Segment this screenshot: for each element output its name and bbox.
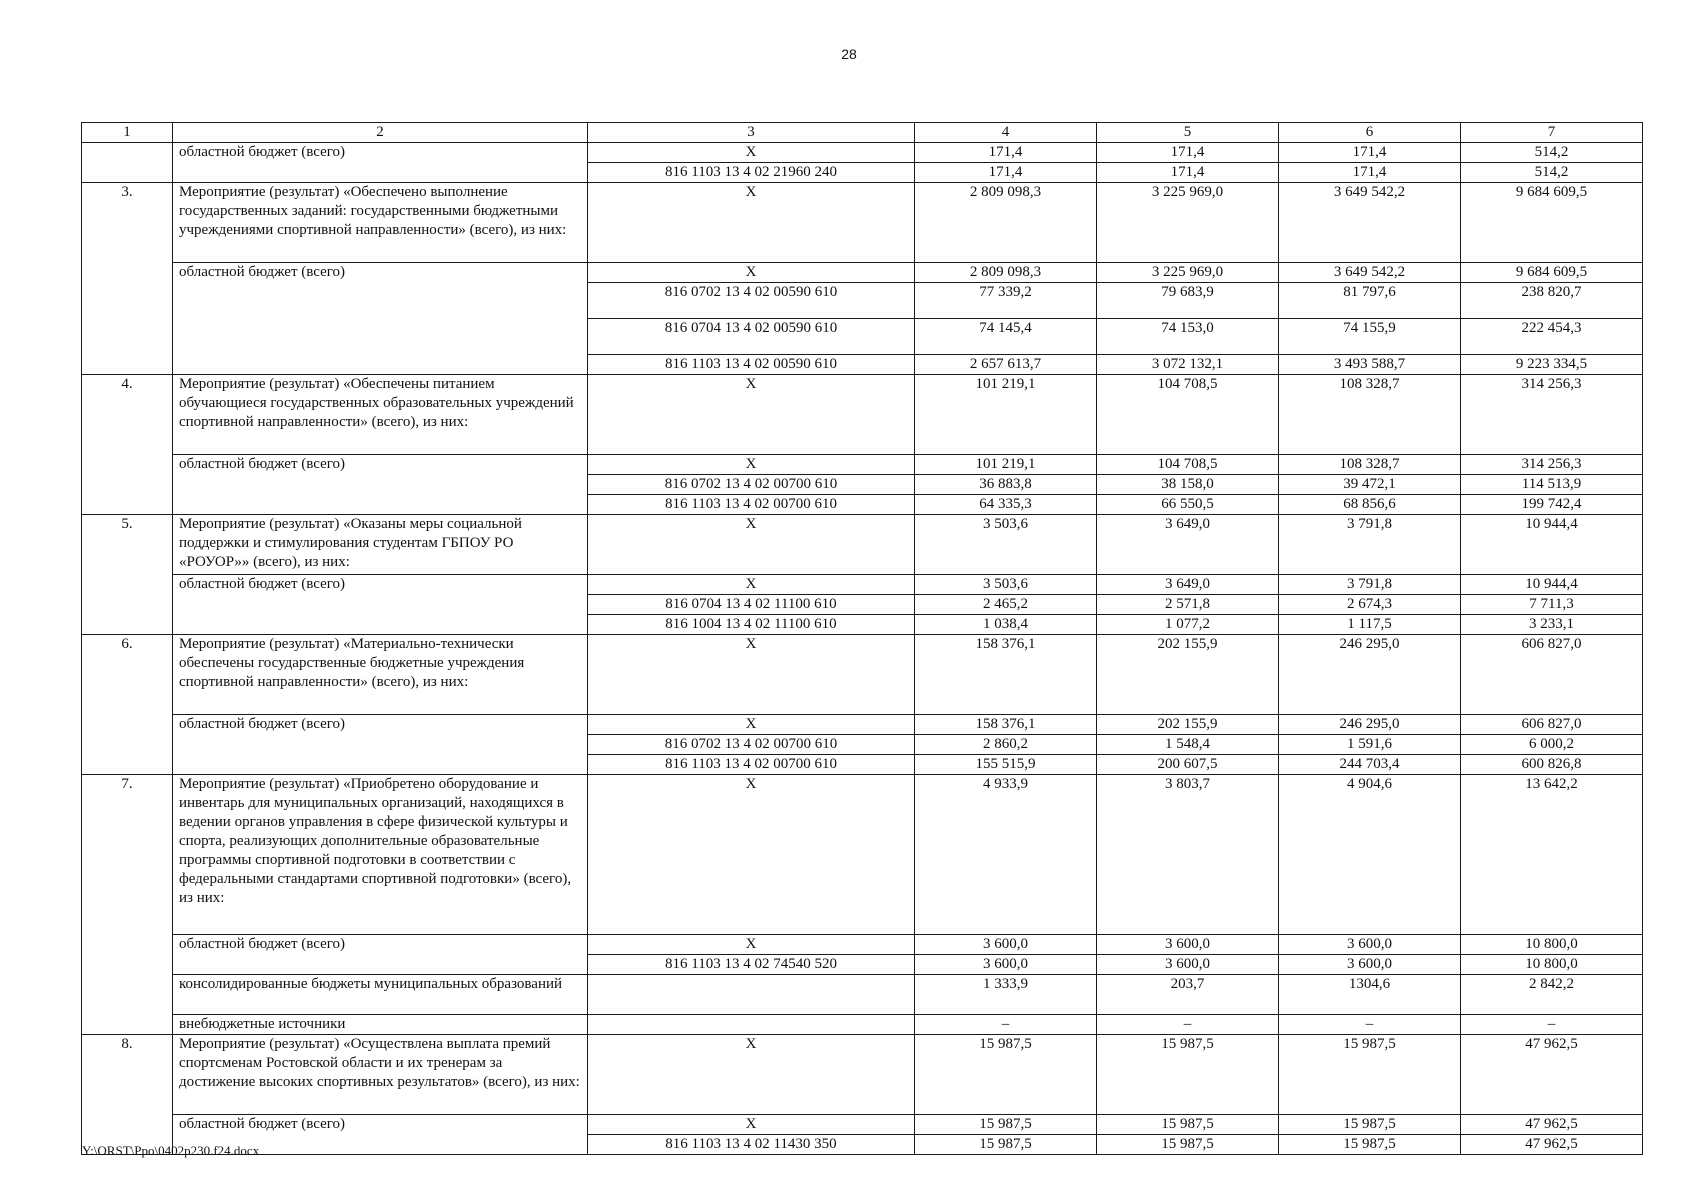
event-title-cell: Мероприятие (результат) «Приобретено оборудование и инвентарь для муниципальных организаций, находящихся в ведении органов управления в сфере физической культуры и спорта, реализующих дополнительные образовательные программы спортивной подготовки в соответствии с федеральными стандартами спортивной подготовки» (всего), из них: bbox=[173, 775, 588, 935]
amount-cell: 158 376,1 bbox=[915, 715, 1097, 735]
amount-cell: 15 987,5 bbox=[1097, 1115, 1279, 1135]
funding-source-cell: областной бюджет (всего) bbox=[173, 715, 588, 775]
funding-source-row bbox=[82, 715, 1643, 735]
budget-code-cell: 816 0704 13 4 02 11100 610 bbox=[588, 595, 915, 615]
budget-code-cell: Х bbox=[588, 455, 915, 475]
budget-code-cell: Х bbox=[588, 183, 915, 263]
amount-cell: 606 827,0 bbox=[1461, 715, 1643, 735]
amount-cell: 9 684 609,5 bbox=[1461, 183, 1643, 263]
amount-cell: 15 987,5 bbox=[915, 1135, 1097, 1155]
amount-cell: 101 219,1 bbox=[915, 455, 1097, 475]
amount-cell: 108 328,7 bbox=[1279, 455, 1461, 475]
amount-cell: 600 826,8 bbox=[1461, 755, 1643, 775]
amount-cell: 202 155,9 bbox=[1097, 715, 1279, 735]
column-number-cell: 4 bbox=[915, 123, 1097, 143]
budget-code-cell: Х bbox=[588, 143, 915, 163]
amount-cell: 3 233,1 bbox=[1461, 615, 1643, 635]
funding-source-row bbox=[82, 1115, 1643, 1135]
amount-cell: 15 987,5 bbox=[1279, 1035, 1461, 1115]
budget-code-cell bbox=[588, 975, 915, 1015]
budget-table bbox=[81, 122, 1643, 1155]
amount-cell: 3 225 969,0 bbox=[1097, 263, 1279, 283]
event-number-cell: 6. bbox=[82, 635, 173, 775]
column-number-cell: 6 bbox=[1279, 123, 1461, 143]
budget-code-cell: 816 1004 13 4 02 11100 610 bbox=[588, 615, 915, 635]
event-title-row bbox=[82, 1035, 1643, 1115]
event-title-cell: Мероприятие (результат) «Оказаны меры социальной поддержки и стимулирования студентам ГБПОУ РО «РОУОР»» (всего), из них: bbox=[173, 515, 588, 575]
amount-cell: 6 000,2 bbox=[1461, 735, 1643, 755]
funding-source-cell: областной бюджет (всего) bbox=[173, 143, 588, 183]
table-row bbox=[82, 143, 1643, 163]
amount-cell: 10 944,4 bbox=[1461, 575, 1643, 595]
amount-cell: 203,7 bbox=[1097, 975, 1279, 1015]
amount-cell: 2 809 098,3 bbox=[915, 183, 1097, 263]
amount-cell: 4 904,6 bbox=[1279, 775, 1461, 935]
amount-cell: 3 600,0 bbox=[1279, 955, 1461, 975]
budget-code-cell: Х bbox=[588, 575, 915, 595]
budget-code-cell: 816 0702 13 4 02 00590 610 bbox=[588, 283, 915, 319]
amount-cell: 200 607,5 bbox=[1097, 755, 1279, 775]
file-path-footer: Y:\ORST\Ppo\0402p230.f24.docx bbox=[82, 1143, 260, 1158]
header-row bbox=[82, 123, 1643, 143]
budget-code-cell: 816 0702 13 4 02 00700 610 bbox=[588, 475, 915, 495]
amount-cell: 36 883,8 bbox=[915, 475, 1097, 495]
amount-cell: 4 933,9 bbox=[915, 775, 1097, 935]
amount-cell: – bbox=[915, 1015, 1097, 1035]
amount-cell: 114 513,9 bbox=[1461, 475, 1643, 495]
event-title-cell: Мероприятие (результат) «Обеспечены питанием обучающиеся государственных образовательных учреждений спортивной направленности» (всего), из них: bbox=[173, 375, 588, 455]
amount-cell: 13 642,2 bbox=[1461, 775, 1643, 935]
amount-cell: 514,2 bbox=[1461, 143, 1643, 163]
amount-cell: 81 797,6 bbox=[1279, 283, 1461, 319]
amount-cell: 3 649 542,2 bbox=[1279, 183, 1461, 263]
amount-cell: 1 077,2 bbox=[1097, 615, 1279, 635]
amount-cell: 3 649 542,2 bbox=[1279, 263, 1461, 283]
amount-cell: 3 649,0 bbox=[1097, 575, 1279, 595]
amount-cell: 1 038,4 bbox=[915, 615, 1097, 635]
amount-cell: 1 333,9 bbox=[915, 975, 1097, 1015]
amount-cell: 10 800,0 bbox=[1461, 955, 1643, 975]
amount-cell: 246 295,0 bbox=[1279, 635, 1461, 715]
event-title-cell: Мероприятие (результат) «Обеспечено выполнение государственных заданий: государственными бюджетными учреждениями спортивной направленности» (всего), из них: bbox=[173, 183, 588, 263]
amount-cell: 238 820,7 bbox=[1461, 283, 1643, 319]
amount-cell: 2 860,2 bbox=[915, 735, 1097, 755]
amount-cell: 66 550,5 bbox=[1097, 495, 1279, 515]
event-number-cell: 8. bbox=[82, 1035, 173, 1155]
amount-cell: 3 649,0 bbox=[1097, 515, 1279, 575]
event-title-cell: Мероприятие (результат) «Осуществлена выплата премий спортсменам Ростовской области и их тренерам за достижение высоких спортивных результатов» (всего), из них: bbox=[173, 1035, 588, 1115]
amount-cell: 64 335,3 bbox=[915, 495, 1097, 515]
extra-source-row bbox=[82, 1015, 1643, 1035]
amount-cell: 171,4 bbox=[1097, 163, 1279, 183]
budget-code-cell: Х bbox=[588, 775, 915, 935]
amount-cell: 47 962,5 bbox=[1461, 1035, 1643, 1115]
event-title-row bbox=[82, 515, 1643, 575]
amount-cell: 15 987,5 bbox=[1279, 1135, 1461, 1155]
amount-cell: 171,4 bbox=[915, 163, 1097, 183]
funding-source-row bbox=[82, 263, 1643, 283]
budget-code-cell: Х bbox=[588, 263, 915, 283]
number-cell bbox=[82, 143, 173, 183]
amount-cell: 1304,6 bbox=[1279, 975, 1461, 1015]
amount-cell: 108 328,7 bbox=[1279, 375, 1461, 455]
budget-code-cell: 816 1103 13 4 02 21960 240 bbox=[588, 163, 915, 183]
amount-cell: 101 219,1 bbox=[915, 375, 1097, 455]
amount-cell: 606 827,0 bbox=[1461, 635, 1643, 715]
amount-cell: 3 791,8 bbox=[1279, 515, 1461, 575]
amount-cell: 244 703,4 bbox=[1279, 755, 1461, 775]
amount-cell: – bbox=[1461, 1015, 1643, 1035]
amount-cell: 171,4 bbox=[1279, 143, 1461, 163]
funding-source-cell: консолидированные бюджеты муниципальных образований bbox=[173, 975, 588, 1015]
amount-cell: 15 987,5 bbox=[1097, 1035, 1279, 1115]
budget-code-cell: 816 0704 13 4 02 00590 610 bbox=[588, 319, 915, 355]
event-title-cell: Мероприятие (результат) «Материально-технически обеспечены государственные бюджетные учреждения спортивной направленности» (всего), из них: bbox=[173, 635, 588, 715]
amount-cell: 246 295,0 bbox=[1279, 715, 1461, 735]
amount-cell: 74 155,9 bbox=[1279, 319, 1461, 355]
amount-cell: 104 708,5 bbox=[1097, 375, 1279, 455]
event-title-row bbox=[82, 635, 1643, 715]
funding-source-cell: областной бюджет (всего) bbox=[173, 935, 588, 975]
extra-source-row bbox=[82, 975, 1643, 1015]
amount-cell: 104 708,5 bbox=[1097, 455, 1279, 475]
budget-code-cell: Х bbox=[588, 715, 915, 735]
amount-cell: 3 503,6 bbox=[915, 575, 1097, 595]
amount-cell: 38 158,0 bbox=[1097, 475, 1279, 495]
event-number-cell: 3. bbox=[82, 183, 173, 375]
amount-cell: 3 600,0 bbox=[1097, 935, 1279, 955]
page-number: 28 bbox=[841, 46, 857, 62]
event-number-cell: 7. bbox=[82, 775, 173, 1035]
budget-code-cell bbox=[588, 1015, 915, 1035]
amount-cell: 2 674,3 bbox=[1279, 595, 1461, 615]
amount-cell: 77 339,2 bbox=[915, 283, 1097, 319]
budget-code-cell: 816 1103 13 4 02 00590 610 bbox=[588, 355, 915, 375]
amount-cell: 3 600,0 bbox=[1097, 955, 1279, 975]
amount-cell: 15 987,5 bbox=[915, 1115, 1097, 1135]
amount-cell: 10 800,0 bbox=[1461, 935, 1643, 955]
budget-code-cell: Х bbox=[588, 1115, 915, 1135]
amount-cell: 47 962,5 bbox=[1461, 1115, 1643, 1135]
funding-source-row bbox=[82, 455, 1643, 475]
amount-cell: 1 117,5 bbox=[1279, 615, 1461, 635]
amount-cell: – bbox=[1279, 1015, 1461, 1035]
amount-cell: 3 600,0 bbox=[915, 935, 1097, 955]
amount-cell: 2 571,8 bbox=[1097, 595, 1279, 615]
amount-cell: 68 856,6 bbox=[1279, 495, 1461, 515]
funding-source-row bbox=[82, 575, 1643, 595]
budget-code-cell: Х bbox=[588, 375, 915, 455]
funding-source-cell: областной бюджет (всего) bbox=[173, 1115, 588, 1155]
event-number-cell: 5. bbox=[82, 515, 173, 635]
amount-cell: 2 842,2 bbox=[1461, 975, 1643, 1015]
budget-code-cell: 816 1103 13 4 02 11430 350 bbox=[588, 1135, 915, 1155]
amount-cell: 9 223 334,5 bbox=[1461, 355, 1643, 375]
amount-cell: 202 155,9 bbox=[1097, 635, 1279, 715]
amount-cell: 47 962,5 bbox=[1461, 1135, 1643, 1155]
amount-cell: 3 600,0 bbox=[915, 955, 1097, 975]
amount-cell: 79 683,9 bbox=[1097, 283, 1279, 319]
budget-code-cell: 816 1103 13 4 02 00700 610 bbox=[588, 755, 915, 775]
amount-cell: 155 515,9 bbox=[915, 755, 1097, 775]
amount-cell: 15 987,5 bbox=[1279, 1115, 1461, 1135]
amount-cell: 1 591,6 bbox=[1279, 735, 1461, 755]
amount-cell: 74 145,4 bbox=[915, 319, 1097, 355]
amount-cell: 514,2 bbox=[1461, 163, 1643, 183]
budget-code-cell: Х bbox=[588, 635, 915, 715]
funding-source-cell: областной бюджет (всего) bbox=[173, 263, 588, 375]
funding-source-cell: областной бюджет (всего) bbox=[173, 575, 588, 635]
amount-cell: 3 072 132,1 bbox=[1097, 355, 1279, 375]
budget-code-cell: 816 0702 13 4 02 00700 610 bbox=[588, 735, 915, 755]
budget-table-body bbox=[82, 123, 1643, 1155]
column-number-cell: 3 bbox=[588, 123, 915, 143]
amount-cell: – bbox=[1097, 1015, 1279, 1035]
event-number-cell: 4. bbox=[82, 375, 173, 515]
amount-cell: 1 548,4 bbox=[1097, 735, 1279, 755]
funding-source-cell: внебюджетные источники bbox=[173, 1015, 588, 1035]
budget-table-wrapper bbox=[81, 122, 1622, 1155]
amount-cell: 10 944,4 bbox=[1461, 515, 1643, 575]
amount-cell: 2 657 613,7 bbox=[915, 355, 1097, 375]
budget-code-cell: Х bbox=[588, 935, 915, 955]
amount-cell: 15 987,5 bbox=[915, 1035, 1097, 1115]
amount-cell: 15 987,5 bbox=[1097, 1135, 1279, 1155]
amount-cell: 171,4 bbox=[915, 143, 1097, 163]
amount-cell: 3 493 588,7 bbox=[1279, 355, 1461, 375]
budget-code-cell: Х bbox=[588, 1035, 915, 1115]
column-number-cell: 5 bbox=[1097, 123, 1279, 143]
amount-cell: 314 256,3 bbox=[1461, 455, 1643, 475]
funding-source-row bbox=[82, 935, 1643, 955]
event-title-row bbox=[82, 375, 1643, 455]
amount-cell: 171,4 bbox=[1279, 163, 1461, 183]
column-number-cell: 2 bbox=[173, 123, 588, 143]
budget-code-cell: Х bbox=[588, 515, 915, 575]
column-number-cell: 1 bbox=[82, 123, 173, 143]
amount-cell: 314 256,3 bbox=[1461, 375, 1643, 455]
column-number-cell: 7 bbox=[1461, 123, 1643, 143]
amount-cell: 2 465,2 bbox=[915, 595, 1097, 615]
amount-cell: 158 376,1 bbox=[915, 635, 1097, 715]
event-title-row bbox=[82, 775, 1643, 935]
funding-source-cell: областной бюджет (всего) bbox=[173, 455, 588, 515]
amount-cell: 3 803,7 bbox=[1097, 775, 1279, 935]
amount-cell: 199 742,4 bbox=[1461, 495, 1643, 515]
amount-cell: 3 503,6 bbox=[915, 515, 1097, 575]
amount-cell: 2 809 098,3 bbox=[915, 263, 1097, 283]
budget-code-cell: 816 1103 13 4 02 74540 520 bbox=[588, 955, 915, 975]
amount-cell: 3 225 969,0 bbox=[1097, 183, 1279, 263]
amount-cell: 3 600,0 bbox=[1279, 935, 1461, 955]
event-title-row bbox=[82, 183, 1643, 263]
amount-cell: 3 791,8 bbox=[1279, 575, 1461, 595]
amount-cell: 9 684 609,5 bbox=[1461, 263, 1643, 283]
amount-cell: 171,4 bbox=[1097, 143, 1279, 163]
amount-cell: 222 454,3 bbox=[1461, 319, 1643, 355]
amount-cell: 39 472,1 bbox=[1279, 475, 1461, 495]
amount-cell: 74 153,0 bbox=[1097, 319, 1279, 355]
amount-cell: 7 711,3 bbox=[1461, 595, 1643, 615]
budget-code-cell: 816 1103 13 4 02 00700 610 bbox=[588, 495, 915, 515]
